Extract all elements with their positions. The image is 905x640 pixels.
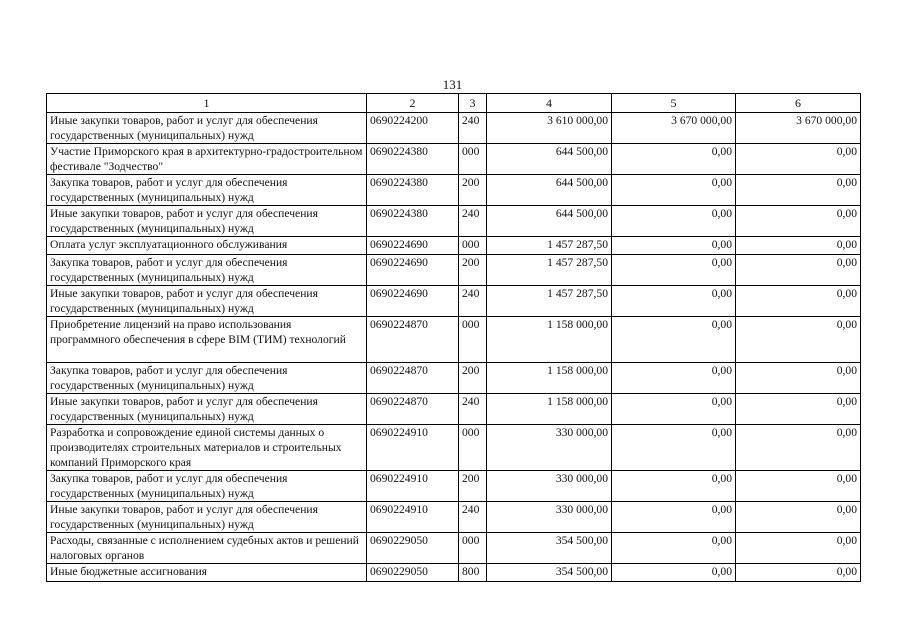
row-expense-type: 200	[459, 471, 487, 502]
row-expense-type: 000	[459, 533, 487, 564]
table-row	[47, 175, 861, 206]
column-header: 1	[47, 94, 367, 113]
row-amount-col5: 3 670 000,00	[612, 113, 736, 144]
row-amount-col4: 644 500,00	[487, 206, 612, 237]
row-expense-type: 000	[459, 237, 487, 255]
row-amount-col5: 0,00	[612, 471, 736, 502]
row-amount-col5: 0,00	[612, 564, 736, 582]
row-amount-col6: 0,00	[736, 502, 861, 533]
table-row	[47, 286, 861, 317]
row-amount-col5: 0,00	[612, 175, 736, 206]
row-amount-col5: 0,00	[612, 206, 736, 237]
row-amount-col6: 0,00	[736, 317, 861, 363]
row-name: Иные бюджетные ассигнования	[47, 564, 367, 582]
row-name: Иные закупки товаров, работ и услуг для обеспечения государственных (муниципальных) нужд	[47, 502, 367, 533]
row-amount-col6: 0,00	[736, 286, 861, 317]
table-row	[47, 502, 861, 533]
row-expense-type: 000	[459, 144, 487, 175]
row-code: 0690224690	[367, 286, 459, 317]
row-amount-col4: 644 500,00	[487, 144, 612, 175]
column-header: 6	[736, 94, 861, 113]
row-name: Закупка товаров, работ и услуг для обеспечения государственных (муниципальных) нужд	[47, 255, 367, 286]
row-amount-col6: 3 670 000,00	[736, 113, 861, 144]
row-expense-type: 240	[459, 394, 487, 425]
row-amount-col6: 0,00	[736, 255, 861, 286]
row-code: 0690229050	[367, 564, 459, 582]
row-expense-type: 240	[459, 502, 487, 533]
table-row	[47, 425, 861, 471]
row-amount-col4: 1 158 000,00	[487, 394, 612, 425]
row-code: 0690224910	[367, 502, 459, 533]
row-expense-type: 240	[459, 206, 487, 237]
row-amount-col5: 0,00	[612, 255, 736, 286]
row-expense-type: 240	[459, 286, 487, 317]
row-expense-type: 240	[459, 113, 487, 144]
row-amount-col5: 0,00	[612, 144, 736, 175]
row-expense-type: 000	[459, 317, 487, 363]
row-name: Разработка и сопровождение единой системы данных о производителях строительных материалов и строительных компаний Приморского края	[47, 425, 367, 471]
row-code: 0690224870	[367, 317, 459, 363]
row-amount-col6: 0,00	[736, 144, 861, 175]
row-amount-col6: 0,00	[736, 471, 861, 502]
row-amount-col5: 0,00	[612, 363, 736, 394]
column-header: 2	[367, 94, 459, 113]
table-row	[47, 363, 861, 394]
row-amount-col6: 0,00	[736, 237, 861, 255]
row-expense-type: 800	[459, 564, 487, 582]
row-name: Закупка товаров, работ и услуг для обеспечения государственных (муниципальных) нужд	[47, 175, 367, 206]
row-code: 0690224910	[367, 425, 459, 471]
budget-table	[46, 93, 861, 582]
row-code: 0690224380	[367, 175, 459, 206]
row-name: Иные закупки товаров, работ и услуг для обеспечения государственных (муниципальных) нужд	[47, 394, 367, 425]
column-header: 5	[612, 94, 736, 113]
table-row	[47, 564, 861, 582]
row-amount-col5: 0,00	[612, 286, 736, 317]
row-amount-col6: 0,00	[736, 175, 861, 206]
row-amount-col4: 330 000,00	[487, 502, 612, 533]
row-amount-col5: 0,00	[612, 317, 736, 363]
table-row	[47, 533, 861, 564]
row-amount-col5: 0,00	[612, 394, 736, 425]
row-name: Иные закупки товаров, работ и услуг для обеспечения государственных (муниципальных) нужд	[47, 206, 367, 237]
row-amount-col4: 1 457 287,50	[487, 286, 612, 317]
row-name: Закупка товаров, работ и услуг для обеспечения государственных (муниципальных) нужд	[47, 471, 367, 502]
row-amount-col4: 3 610 000,00	[487, 113, 612, 144]
row-code: 0690224690	[367, 237, 459, 255]
row-amount-col6: 0,00	[736, 533, 861, 564]
row-amount-col4: 1 158 000,00	[487, 363, 612, 394]
row-expense-type: 200	[459, 363, 487, 394]
row-name: Оплата услуг эксплуатационного обслуживания	[47, 237, 367, 255]
row-code: 0690224910	[367, 471, 459, 502]
row-code: 0690229050	[367, 533, 459, 564]
table-row	[47, 144, 861, 175]
row-amount-col4: 330 000,00	[487, 425, 612, 471]
table-row	[47, 206, 861, 237]
row-amount-col4: 354 500,00	[487, 564, 612, 582]
row-amount-col6: 0,00	[736, 206, 861, 237]
row-name: Приобретение лицензий на право использования программного обеспечения в сфере BIM (ТИМ) технологий	[47, 317, 367, 363]
table-row	[47, 394, 861, 425]
row-expense-type: 000	[459, 425, 487, 471]
row-name: Закупка товаров, работ и услуг для обеспечения государственных (муниципальных) нужд	[47, 363, 367, 394]
row-amount-col4: 1 457 287,50	[487, 255, 612, 286]
row-amount-col4: 354 500,00	[487, 533, 612, 564]
table-row	[47, 113, 861, 144]
row-amount-col4: 644 500,00	[487, 175, 612, 206]
row-amount-col6: 0,00	[736, 394, 861, 425]
row-amount-col4: 330 000,00	[487, 471, 612, 502]
table-row	[47, 317, 861, 363]
row-amount-col4: 1 457 287,50	[487, 237, 612, 255]
row-code: 0690224690	[367, 255, 459, 286]
row-amount-col5: 0,00	[612, 237, 736, 255]
row-name: Иные закупки товаров, работ и услуг для обеспечения государственных (муниципальных) нужд	[47, 113, 367, 144]
page-number: 131	[442, 77, 463, 92]
column-header: 4	[487, 94, 612, 113]
table-row	[47, 255, 861, 286]
row-amount-col5: 0,00	[612, 425, 736, 471]
row-expense-type: 200	[459, 255, 487, 286]
row-expense-type: 200	[459, 175, 487, 206]
row-code: 0690224380	[367, 144, 459, 175]
column-header: 3	[459, 94, 487, 113]
row-amount-col6: 0,00	[736, 425, 861, 471]
row-name: Участие Приморского края в архитектурно-градостроительном фестивале "Зодчество"	[47, 144, 367, 175]
row-code: 0690224200	[367, 113, 459, 144]
row-code: 0690224870	[367, 363, 459, 394]
row-amount-col4: 1 158 000,00	[487, 317, 612, 363]
header-row	[47, 94, 861, 113]
table-row	[47, 471, 861, 502]
row-name: Иные закупки товаров, работ и услуг для обеспечения государственных (муниципальных) нужд	[47, 286, 367, 317]
row-amount-col5: 0,00	[612, 502, 736, 533]
table-row	[47, 237, 861, 255]
row-code: 0690224380	[367, 206, 459, 237]
row-code: 0690224870	[367, 394, 459, 425]
row-amount-col5: 0,00	[612, 533, 736, 564]
row-name: Расходы, связанные с исполнением судебных актов и решений налоговых органов	[47, 533, 367, 564]
row-amount-col6: 0,00	[736, 564, 861, 582]
row-amount-col6: 0,00	[736, 363, 861, 394]
